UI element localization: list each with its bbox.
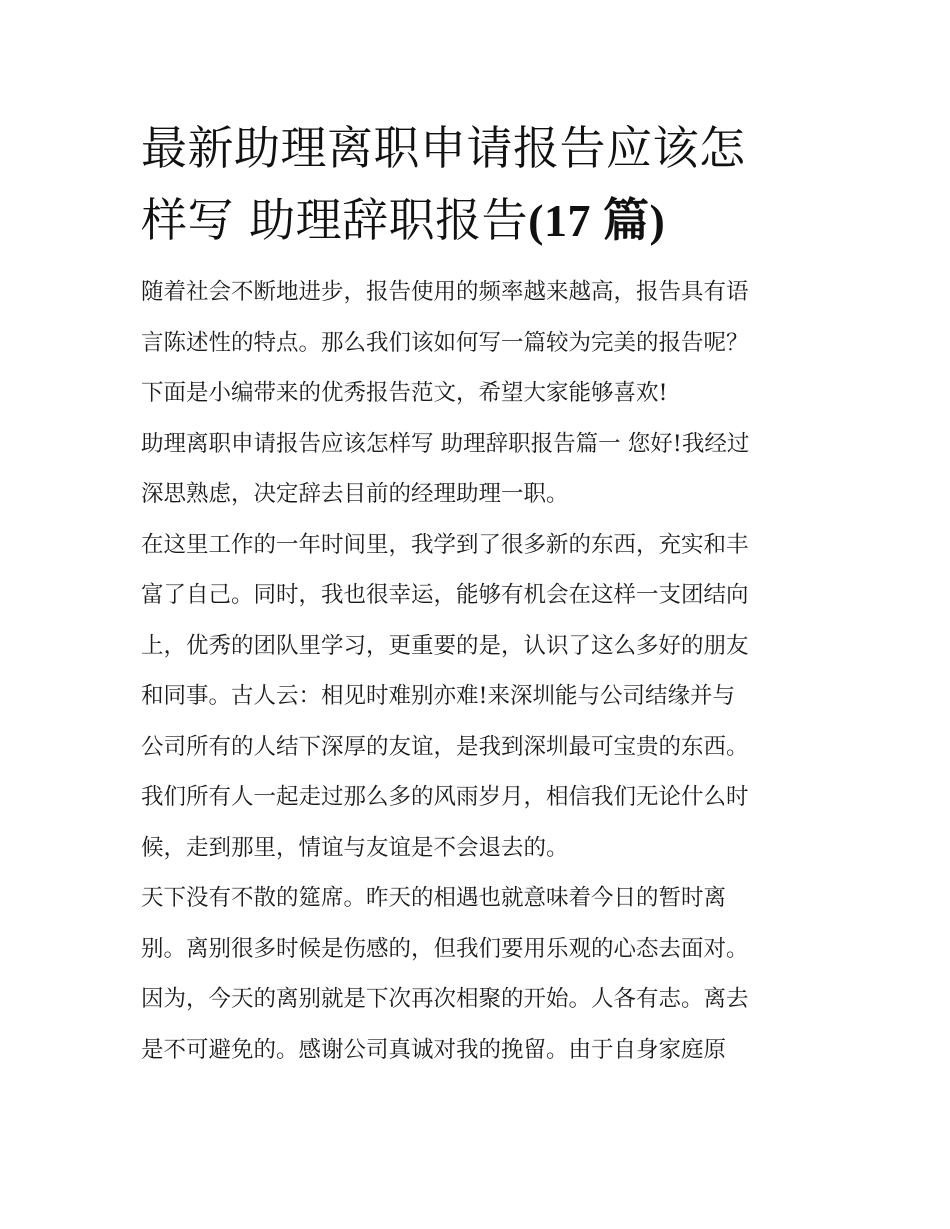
- body-line: 下面是小编带来的优秀报告范文，希望大家能够喜欢!: [141, 380, 668, 406]
- document-content: [141, 112, 816, 1075]
- body-line: 因为，今天的离别就是下次再次相聚的开始。人各有志。离去: [141, 986, 749, 1012]
- title-line-2: [141, 184, 816, 257]
- title-line-2-text: 样写 助理辞职报告: [141, 193, 529, 247]
- document-body: [141, 267, 816, 1075]
- body-line: 公司所有的人结下深厚的友谊，是我到深圳最可宝贵的东西。: [141, 733, 749, 760]
- body-line: 助理离职申请报告应该怎样写 助理辞职报告篇一 您好!我经过: [141, 430, 750, 457]
- document-title: [141, 112, 816, 257]
- body-line: 上，优秀的团队里学习，更重要的是，认识了这么多好的朋友: [141, 632, 749, 659]
- body-line: 在这里工作的一年时间里，我学到了很多新的东西，充实和丰: [141, 531, 749, 558]
- body-line: 言陈述性的特点。那么我们该如何写一篇较为完美的报告呢？: [141, 329, 749, 356]
- body-line: 天下没有不散的筵席。昨天的相遇也就意味着今日的暂时离: [141, 885, 727, 911]
- body-line: 是不可避免的。感谢公司真诚对我的挽留。由于自身家庭原: [141, 1036, 727, 1063]
- body-line: 富了自己。同时，我也很幸运，能够有机会在这样一支团结向: [141, 582, 749, 608]
- body-line: 候，走到那里，情谊与友谊是不会退去的。: [141, 834, 569, 861]
- body-line: 别。离别很多时候是伤感的，但我们要用乐观的心态去面对。: [141, 935, 749, 962]
- title-count: (17 篇): [528, 195, 666, 246]
- body-line: 深思熟虑，决定辞去目前的经理助理一职。: [141, 481, 569, 507]
- body-line: 随着社会不断地进步，报告使用的频率越来越高，报告具有语: [141, 279, 749, 305]
- body-line: 我们所有人一起走过那么多的风雨岁月，相信我们无论什么时: [141, 784, 749, 810]
- title-line-1: 最新助理离职申请报告应该怎: [141, 121, 746, 175]
- body-line: 和同事。古人云：相见时难别亦难!来深圳能与公司结缘并与: [141, 683, 736, 709]
